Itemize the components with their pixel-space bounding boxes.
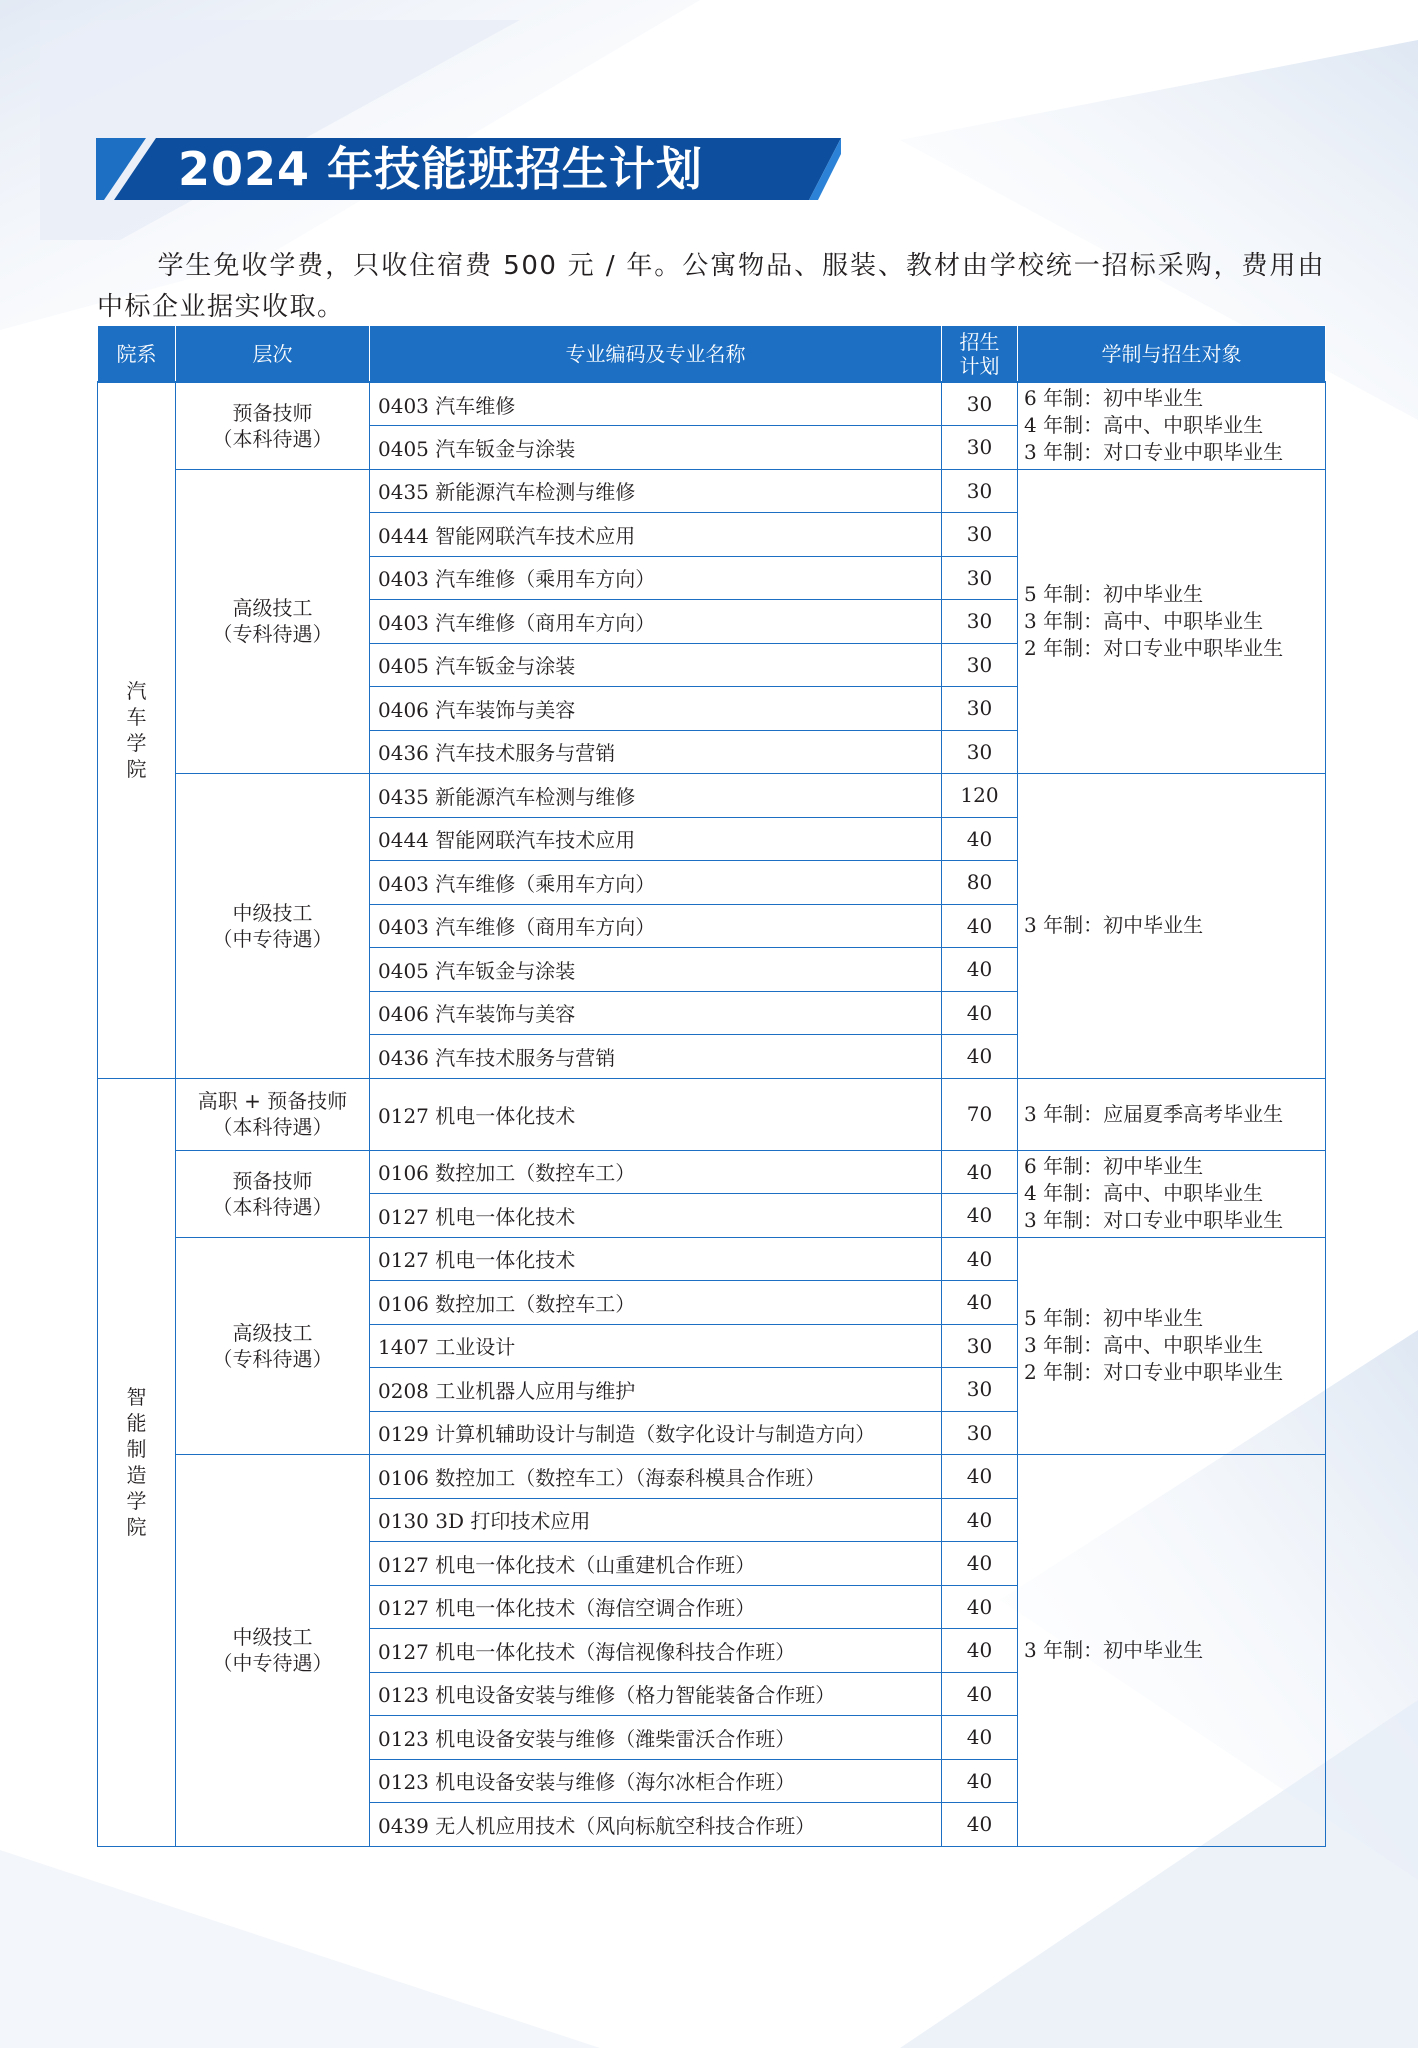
major-cell: 0123 机电设备安装与维修（格力智能装备合作班） [370,1672,942,1716]
quota-cell: 40 [942,1455,1018,1499]
header-dept: 院系 [98,326,176,383]
major-cell: 0123 机电设备安装与维修（海尔冰柜合作班） [370,1759,942,1803]
level-cell [176,1455,370,1847]
eligibility-line: 4 年制：高中、中职毕业生 [1024,413,1264,438]
major-cell: 0127 机电一体化技术（海信视像科技合作班） [370,1629,942,1673]
eligibility-cell [1018,469,1326,774]
eligibility-cell [1018,382,1326,469]
quota-cell: 30 [942,469,1018,513]
major-cell: 0436 汽车技术服务与营销 [370,730,942,774]
major-cell: 0405 汽车钣金与涂装 [370,426,942,470]
major-cell: 0403 汽车维修（乘用车方向） [370,861,942,905]
header-quota-line2: 计划 [959,353,1000,378]
major-cell: 0130 3D 打印技术应用 [370,1498,942,1542]
level-cell [176,382,370,469]
table-row [98,1150,1326,1194]
level-line: （中专待遇） [212,1651,333,1676]
eligibility-line: 3 年制：高中、中职毕业生 [1024,1333,1264,1358]
level-line: 高职 + 预备技师 [197,1089,348,1113]
major-cell: 0405 汽车钣金与涂装 [370,643,942,687]
major-cell: 0106 数控加工（数控车工）（海泰科模具合作班） [370,1455,942,1499]
level-line: 预备技师 [232,400,313,425]
level-cell [176,774,370,1079]
eligibility-cell [1018,1455,1326,1847]
quota-cell: 30 [942,556,1018,600]
header-major: 专业编码及专业名称 [370,326,942,383]
quota-cell: 40 [942,1629,1018,1673]
major-cell: 0127 机电一体化技术（山重建机合作班） [370,1542,942,1586]
quota-cell: 40 [942,904,1018,948]
eligibility-cell [1018,1078,1326,1150]
level-line: （本科待遇） [212,1194,333,1219]
level-line: （中专待遇） [212,926,333,951]
major-cell: 0403 汽车维修（乘用车方向） [370,556,942,600]
eligibility-line: 6 年制：初中毕业生 [1024,1154,1204,1178]
major-cell: 0439 无人机应用技术（风向标航空科技合作班） [370,1803,942,1847]
level-cell [176,1078,370,1150]
quota-cell: 40 [942,1672,1018,1716]
quota-cell: 30 [942,1411,1018,1455]
header-quota-line1: 招生 [959,329,1000,354]
major-cell: 0106 数控加工（数控车工） [370,1281,942,1325]
level-line: （本科待遇） [212,1115,333,1139]
level-line: （本科待遇） [212,426,333,451]
eligibility-cell [1018,1150,1326,1237]
level-line: （专科待遇） [212,1346,333,1371]
level-line: 中级技工 [232,900,313,925]
eligibility-line: 6 年制：初中毕业生 [1024,386,1204,411]
table-row [98,1455,1326,1499]
major-cell: 0444 智能网联汽车技术应用 [370,513,942,557]
major-cell: 0127 机电一体化技术 [370,1078,942,1150]
major-cell: 0405 汽车钣金与涂装 [370,948,942,992]
intro-text: 学生免收学费，只收住宿费 500 元 / 年。公寓物品、服装、教材由学校统一招标采购，费用由中标企业据实收取。 [97,251,1325,322]
level-line: （专科待遇） [212,622,333,647]
quota-cell: 40 [942,991,1018,1035]
eligibility-line: 3 年制：对口专业中职毕业生 [1024,440,1284,465]
quota-cell: 40 [942,1237,1018,1281]
eligibility-line: 5 年制：初中毕业生 [1024,581,1204,606]
quota-cell: 30 [942,1368,1018,1412]
quota-cell: 30 [942,687,1018,731]
quota-cell: 30 [942,600,1018,644]
quota-cell: 40 [942,1498,1018,1542]
quota-cell: 40 [942,1803,1018,1847]
quota-cell: 70 [942,1078,1018,1150]
major-cell: 0106 数控加工（数控车工） [370,1150,942,1194]
quota-cell: 40 [942,1759,1018,1803]
quota-cell: 30 [942,513,1018,557]
eligibility-cell [1018,1237,1326,1455]
quota-cell: 80 [942,861,1018,905]
header-quota [942,326,1018,383]
major-cell: 0127 机电一体化技术（海信空调合作班） [370,1585,942,1629]
major-cell: 1407 工业设计 [370,1324,942,1368]
dept-name: 汽车学院 [126,679,147,782]
header-eligibility: 学制与招生对象 [1018,326,1326,383]
major-cell: 0444 智能网联汽车技术应用 [370,817,942,861]
table-header-row [98,326,1326,383]
major-cell: 0403 汽车维修 [370,382,942,426]
dept-cell [98,1078,176,1846]
table-row [98,1237,1326,1281]
level-line: 高级技工 [232,596,313,621]
major-cell: 0435 新能源汽车检测与维修 [370,469,942,513]
quota-cell: 30 [942,426,1018,470]
level-line: 预备技师 [232,1168,313,1193]
level-line: 高级技工 [232,1320,313,1345]
eligibility-line: 3 年制：对口专业中职毕业生 [1024,1208,1284,1232]
quota-cell: 40 [942,1542,1018,1586]
eligibility-line: 3 年制：高中、中职毕业生 [1024,608,1264,633]
eligibility-line: 3 年制：初中毕业生 [1024,913,1204,938]
major-cell: 0208 工业机器人应用与维护 [370,1368,942,1412]
eligibility-line: 4 年制：高中、中职毕业生 [1024,1181,1264,1205]
level-cell [176,1237,370,1455]
major-cell: 0403 汽车维修（商用车方向） [370,600,942,644]
major-cell: 0403 汽车维修（商用车方向） [370,904,942,948]
dept-name: 智能制造学院 [126,1385,147,1539]
level-cell [176,1150,370,1237]
quota-cell: 40 [942,948,1018,992]
quota-cell: 40 [942,1194,1018,1238]
major-cell: 0406 汽车装饰与美容 [370,991,942,1035]
major-cell: 0435 新能源汽车检测与维修 [370,774,942,818]
page-title: 2024 年技能班招生计划 [178,142,704,196]
quota-cell: 40 [942,1035,1018,1079]
major-cell: 0436 汽车技术服务与营销 [370,1035,942,1079]
quota-cell: 30 [942,1324,1018,1368]
major-cell: 0127 机电一体化技术 [370,1194,942,1238]
table-row [98,382,1326,426]
quota-cell: 40 [942,1716,1018,1760]
quota-cell: 120 [942,774,1018,818]
level-line: 中级技工 [232,1625,313,1650]
enrollment-plan-table [97,325,1326,1847]
quota-cell: 30 [942,730,1018,774]
header-level: 层次 [176,326,370,383]
quota-cell: 40 [942,1585,1018,1629]
table-row [98,469,1326,513]
quota-cell: 40 [942,817,1018,861]
major-cell: 0406 汽车装饰与美容 [370,687,942,731]
quota-cell: 40 [942,1150,1018,1194]
eligibility-line: 3 年制：初中毕业生 [1024,1637,1204,1662]
level-cell [176,469,370,774]
quota-cell: 30 [942,643,1018,687]
eligibility-line: 3 年制：应届夏季高考毕业生 [1024,1101,1284,1126]
table-row [98,774,1326,818]
dept-cell [98,382,176,1078]
eligibility-cell [1018,774,1326,1079]
major-cell: 0127 机电一体化技术 [370,1237,942,1281]
quota-cell: 40 [942,1281,1018,1325]
intro-paragraph [97,246,1325,328]
eligibility-line: 2 年制：对口专业中职毕业生 [1024,1360,1284,1385]
major-cell: 0129 计算机辅助设计与制造（数字化设计与制造方向） [370,1411,942,1455]
quota-cell: 30 [942,382,1018,426]
eligibility-line: 5 年制：初中毕业生 [1024,1306,1204,1331]
eligibility-line: 2 年制：对口专业中职毕业生 [1024,635,1284,660]
table-row [98,1078,1326,1150]
major-cell: 0123 机电设备安装与维修（潍柴雷沃合作班） [370,1716,942,1760]
